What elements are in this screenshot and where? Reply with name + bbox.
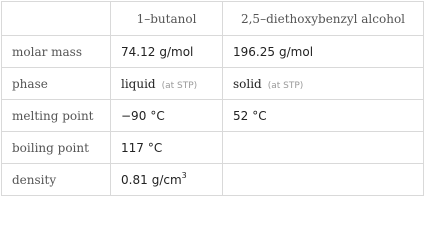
molar-mass-a-unit: g/mol: [159, 44, 194, 59]
density-a-cell: [111, 164, 223, 196]
row-label-melting-point: melting point: [2, 100, 111, 132]
table-row: [2, 164, 424, 196]
phase-b-cell: [223, 68, 424, 100]
melting-point-a-value: −90: [121, 108, 147, 123]
molar-mass-b-cell: [223, 36, 424, 68]
phase-a-condition: (at STP): [161, 80, 198, 91]
table-row: [2, 132, 424, 164]
table-row: [2, 100, 424, 132]
row-label-boiling-point: boiling point: [2, 132, 111, 164]
melting-point-b-unit: °C: [252, 108, 267, 123]
row-label-density: density: [2, 164, 111, 196]
molar-mass-b-unit: g/mol: [279, 44, 314, 59]
row-label-phase: phase: [2, 68, 111, 100]
column-header-diethoxybenzyl-alcohol: 2,5–diethoxybenzyl alcohol: [223, 2, 424, 36]
molar-mass-a-value: 74.12: [121, 44, 156, 59]
phase-a-value: liquid: [121, 76, 156, 91]
phase-a-cell: [111, 68, 223, 100]
table-row: [2, 36, 424, 68]
density-a-unit-exponent: 3: [181, 170, 187, 180]
density-a-unit: g/cm: [151, 172, 182, 187]
table-row: [2, 68, 424, 100]
melting-point-a-unit: °C: [150, 108, 165, 123]
phase-b-value: solid: [233, 76, 262, 91]
boiling-point-a-unit: °C: [147, 140, 163, 155]
corner-cell: [2, 2, 111, 36]
density-a-value: 0.81: [121, 172, 148, 187]
melting-point-a-cell: [111, 100, 223, 132]
molar-mass-a-cell: [111, 36, 223, 68]
melting-point-b-value: 52: [233, 108, 249, 123]
phase-b-condition: (at STP): [267, 80, 304, 91]
header-row: [2, 2, 424, 36]
column-header-1-butanol: 1–butanol: [111, 2, 223, 36]
boiling-point-a-value: 117: [121, 140, 144, 155]
boiling-point-b-cell: [223, 132, 424, 164]
melting-point-b-cell: [223, 100, 424, 132]
density-b-cell: [223, 164, 424, 196]
boiling-point-a-cell: [111, 132, 223, 164]
molar-mass-b-value: 196.25: [233, 44, 275, 59]
properties-table: [1, 1, 424, 196]
row-label-molar-mass: molar mass: [2, 36, 111, 68]
